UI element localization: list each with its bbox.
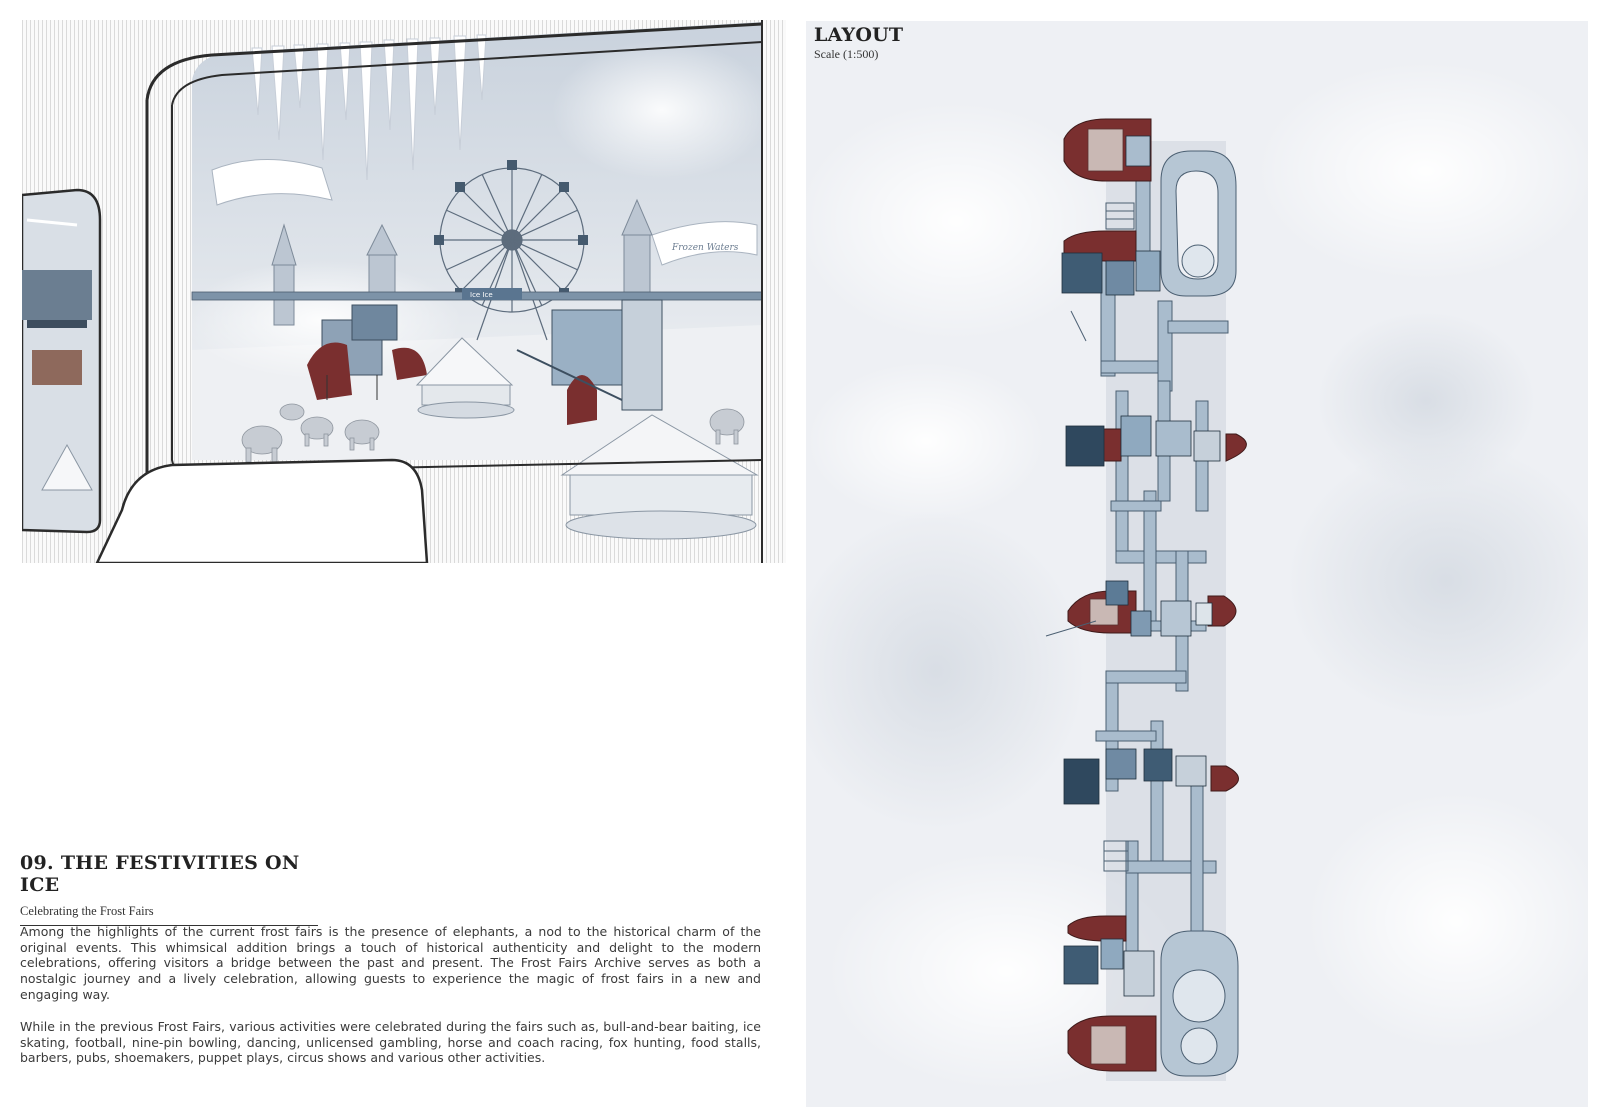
- section-subtitle: Celebrating the Frost Fairs: [20, 904, 154, 918]
- spiral-ramp-top: [1161, 151, 1236, 296]
- layout-scale: Scale (1:500): [814, 47, 879, 61]
- body-paragraph-1: Among the highlights of the current frost fairs is the presence of elephants, a nod to the historical charm of the original events. This whimsical addition brings a touch of historical authenticity and delight to the modern celebrations, offering visitors a bridge between the past and present. The Frost Fairs Archive serves as both a nostalgic journey and a lively celebration, allowing guests to experience the magic of frost fairs in a new and engaging way.: [20, 924, 761, 1002]
- side-window: [22, 190, 100, 532]
- walkway-sign: Ice Ice: [470, 291, 493, 299]
- layout-title: LAYOUT: [814, 24, 904, 46]
- banner-label: Frozen Waters: [672, 243, 739, 253]
- body-paragraph-2: While in the previous Frost Fairs, various activities were celebrated during the fairs such as, bull-and-bear baiting, ice skating, football, nine-pin bowling, dancing, unlicensed gambling, horse and coach racing, fox hunting, food stalls, barbers, pubs, shoemakers, puppet plays, circus shows and various other activities.: [20, 1019, 761, 1066]
- layout-plan-drawing: [806, 21, 1588, 1107]
- seat-back: [97, 460, 427, 563]
- layout-plan-panel: [806, 21, 1588, 1107]
- frost-fair-window-illustration: [22, 20, 786, 563]
- spiral-ramp-bottom: [1161, 931, 1238, 1076]
- section-heading-block: [20, 852, 320, 926]
- section-title: 09. THE FESTIVITIES ON ICE: [20, 852, 300, 896]
